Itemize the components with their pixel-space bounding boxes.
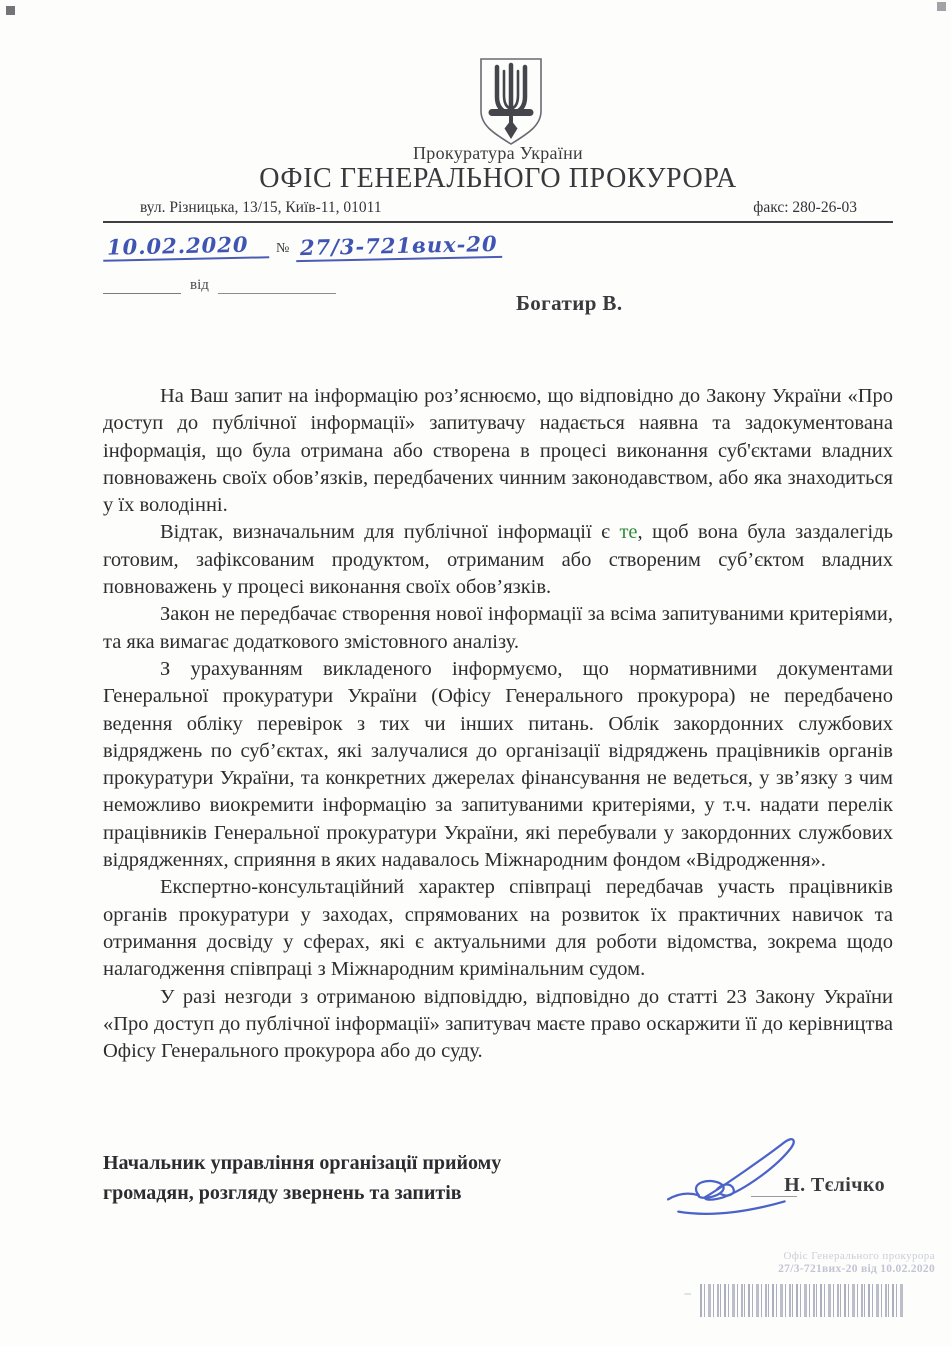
stamp-office-line: Офіс Генерального прокурора — [783, 1250, 935, 1262]
ocr-green-word: те — [619, 521, 638, 544]
number-sign: № — [276, 241, 290, 257]
handwritten-date: 10.02.2020 — [103, 232, 270, 262]
blank-line — [103, 276, 181, 294]
paragraph-2-end: , щоб вона була заздалегідь готовим, зафіксованим продуктом, отриманим або створеним суб’єктом владних повноважень у процесі виконання своїх обов’язків. — [103, 521, 893, 599]
paragraph-2 — [103, 519, 893, 601]
office-fax: факс: 280-26-03 — [753, 199, 857, 216]
reply-reference-line — [103, 276, 336, 294]
scan-corner-mark — [937, 2, 946, 11]
paragraph-1: На Ваш запит на інформацію роз’яснюємо, що відповідно до Закону України «Про доступ до публічної інформації» запитувачу надається наявна та задокументована інформація, що була отримана або створена в процесі виконання суб'єктами владних повноважень своїх обов’язків, передбачених чинним законодавством, або яка знаходиться у їх володінні. — [103, 385, 893, 517]
organization-name: Прокуратура України — [413, 143, 583, 163]
office-title: ОФІС ГЕНЕРАЛЬНОГО ПРОКУРОРА — [259, 163, 737, 194]
registration-stamp — [683, 1250, 935, 1318]
scan-corner-mark — [6, 6, 15, 15]
handwritten-number: 27/3-721вих-20 — [296, 232, 502, 262]
handwritten-signature-icon — [663, 1136, 803, 1228]
paragraph-3: Закон не передбачає створення нової інформації за всіма запитуваними критеріями, та яка вимагає додаткового змістовного аналізу. — [103, 603, 893, 653]
signer-name: Н. Тєлічко — [784, 1174, 885, 1196]
paragraph-6: У разі незгоди з отриманою відповіддю, відповідно до статті 23 Закону України «Про доступ до публічної інформації» запитувач маєте право оскаржити її до керівництва Офісу Генерального прокурора або до суду. — [103, 985, 893, 1063]
letterhead-contacts — [140, 199, 857, 217]
paragraph-2-start: Відтак, визначальним для публічної інформації є — [160, 521, 620, 544]
letterhead-divider — [103, 221, 893, 223]
paragraph-5: Експертно-консультаційний характер співпраці передбачав участь працівників органів прокуратури у заходах, спрямованих на розвиток їх практичних навичок та отримання досвіду у сферах, які є актуальними для роботи відомства, зокрема щодо налагодження співпраці з Міжнародним кримінальним судом. — [103, 876, 893, 981]
blank-line — [218, 276, 336, 294]
stamp-number-line: 27/3-721вих-20 від 10.02.2020 — [778, 1263, 935, 1275]
signer-position — [103, 1148, 603, 1208]
from-label: від — [190, 277, 209, 293]
signature-block — [103, 1144, 893, 1244]
document-barcode — [700, 1284, 905, 1317]
letter-body — [103, 383, 893, 1065]
barcode-side-mark: || — [683, 1292, 692, 1296]
signer-position-line2: громадян, розгляду звернень та запитів — [103, 1182, 462, 1204]
signer-position-line1: Начальник управління організації прийому — [103, 1152, 502, 1174]
barcode-area — [683, 1284, 935, 1318]
registration-line — [103, 230, 502, 261]
ukraine-trident-emblem-icon — [478, 57, 544, 147]
office-address: вул. Різницька, 13/15, Київ-11, 01011 — [140, 199, 382, 216]
paragraph-4: З урахуванням викладеного інформуємо, що нормативними документами Генеральної прокуратури України (Офісу Генерального прокурора) не передбачено ведення обліку перевірок з тих чи інших питань. Облік закордонних службових відряджень по суб’єктах, які залучалися до організації відряджень працівників органів прокуратури України, та конкретних джерелах фінансування не ведеться, у зв’язку з чим неможливо виокремити інформацію за запитуваними критеріями, у т.ч. надати перелік працівників Генеральної прокуратури України, які перебували у закордонних службових відрядженнях, сприяння в яких надавалось Міжнародним фондом «Відродження». — [103, 657, 893, 872]
addressee-name: Богатир В. — [516, 291, 623, 315]
